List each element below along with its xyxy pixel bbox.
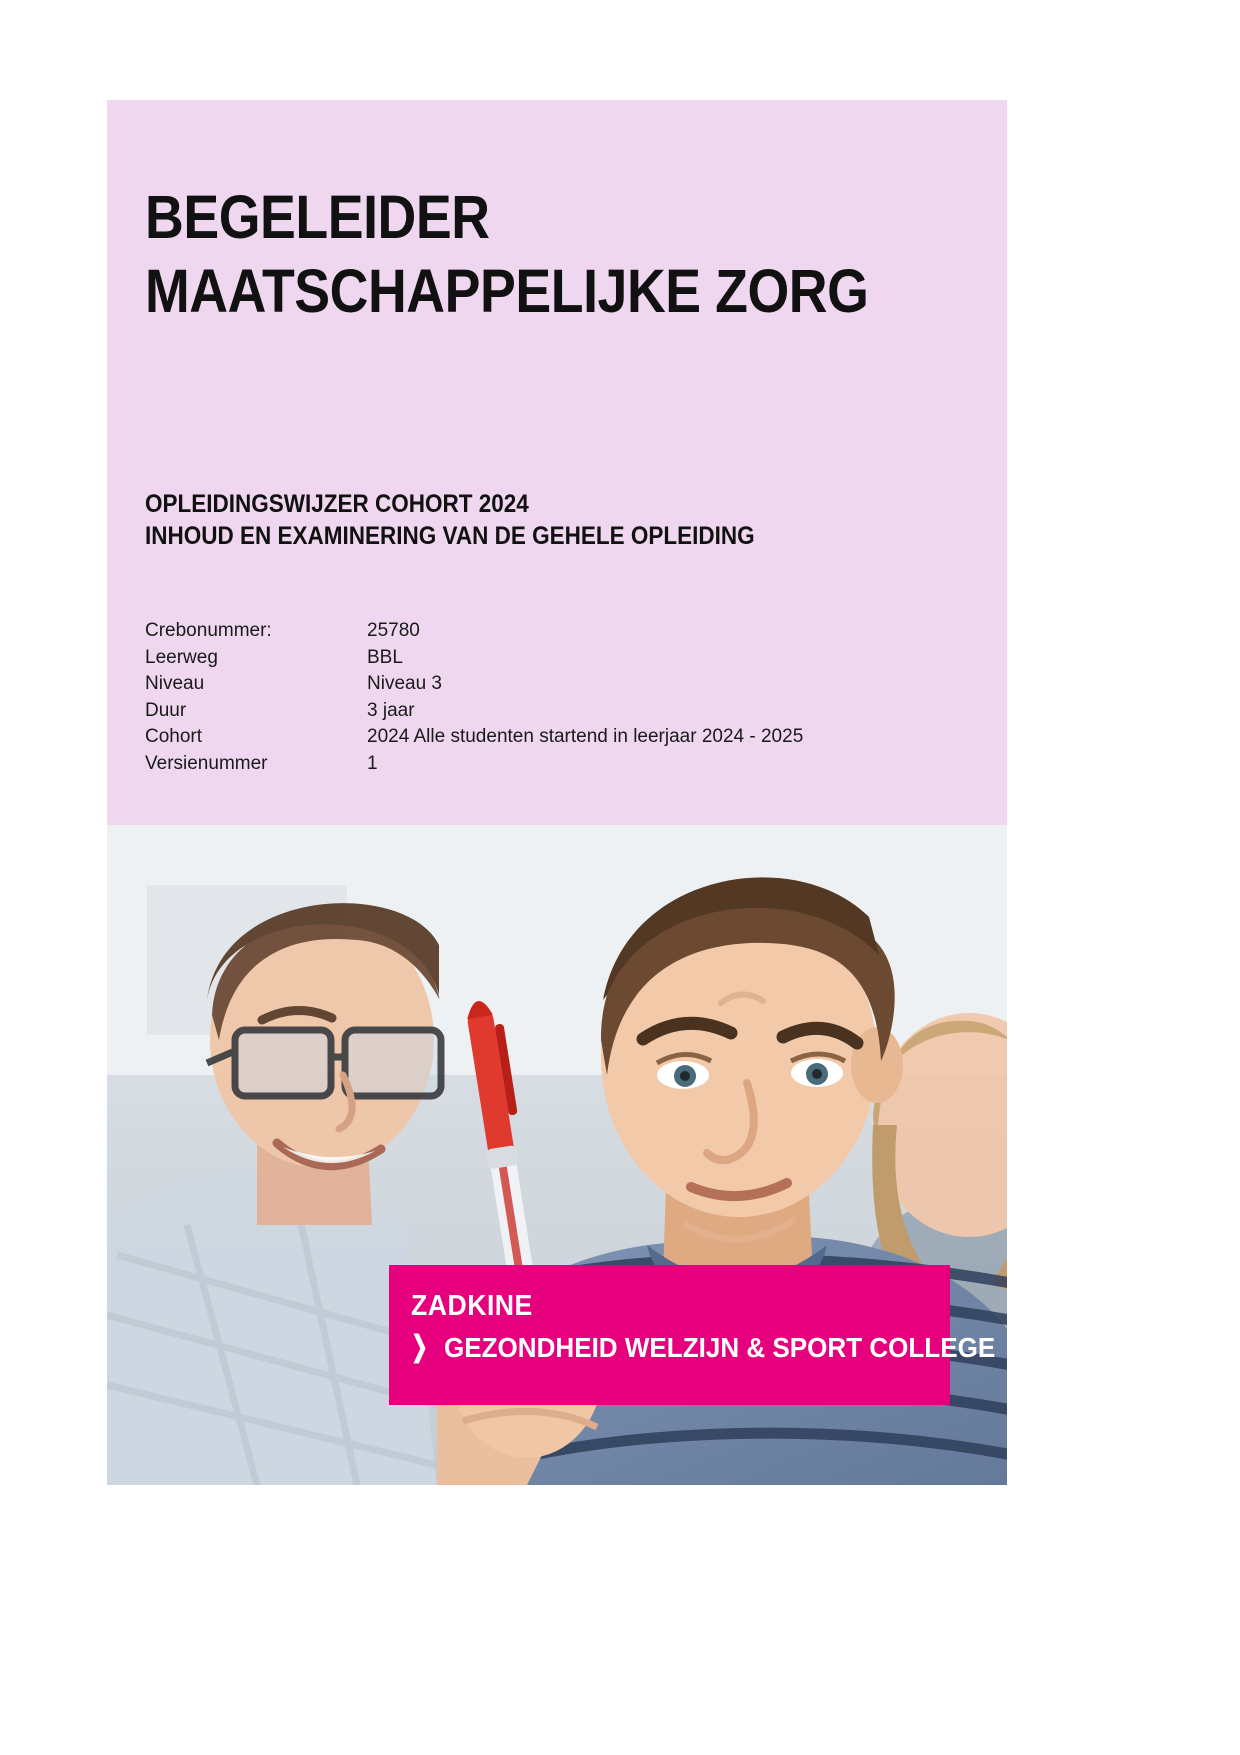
- meta-label-cohort: Cohort: [145, 726, 203, 747]
- zadkine-logo-bar: [389, 1265, 996, 1405]
- meta-label-niveau: Niveau: [145, 673, 205, 694]
- meta-label-crebonummer: Crebonummer:: [145, 620, 272, 641]
- title-line-1: BEGELEIDER: [145, 183, 490, 251]
- table-row: [145, 645, 803, 672]
- metadata-table: [145, 618, 803, 777]
- chevron-right-icon: ❯: [411, 1331, 429, 1363]
- logo-name: ZADKINE: [411, 1290, 533, 1322]
- table-row: [145, 751, 803, 778]
- title-line-2: MAATSCHAPPELIJKE ZORG: [145, 257, 869, 325]
- meta-value-leerweg: BBL: [367, 646, 403, 668]
- subtitle-line-1: OPLEIDINGSWIJZER COHORT 2024: [145, 490, 529, 518]
- meta-value-versienummer: 1: [367, 752, 378, 774]
- logo-tagline: GEZONDHEID WELZIJN & SPORT COLLEGE: [444, 1332, 996, 1363]
- meta-label-leerweg: Leerweg: [145, 646, 218, 668]
- meta-value-niveau: Niveau 3: [367, 673, 442, 694]
- subtitle-line-2: INHOUD EN EXAMINERING VAN DE GEHELE OPLEIDING: [145, 522, 755, 550]
- meta-value-duur: 3 jaar: [367, 699, 415, 721]
- meta-value-crebonummer: 25780: [367, 620, 420, 641]
- subtitle: [145, 488, 822, 552]
- logo-tagline-row: [411, 1331, 996, 1364]
- table-row: [145, 671, 803, 698]
- page-title: [145, 180, 963, 328]
- meta-label-duur: Duur: [145, 699, 187, 721]
- table-row: [145, 618, 803, 645]
- meta-label-versienummer: Versienummer: [145, 752, 268, 774]
- table-row: [145, 724, 803, 751]
- meta-value-cohort: 2024 Alle studenten startend in leerjaar 2024 - 2025: [367, 726, 804, 747]
- cover-hero-panel: [107, 100, 1007, 825]
- table-row: [145, 698, 803, 725]
